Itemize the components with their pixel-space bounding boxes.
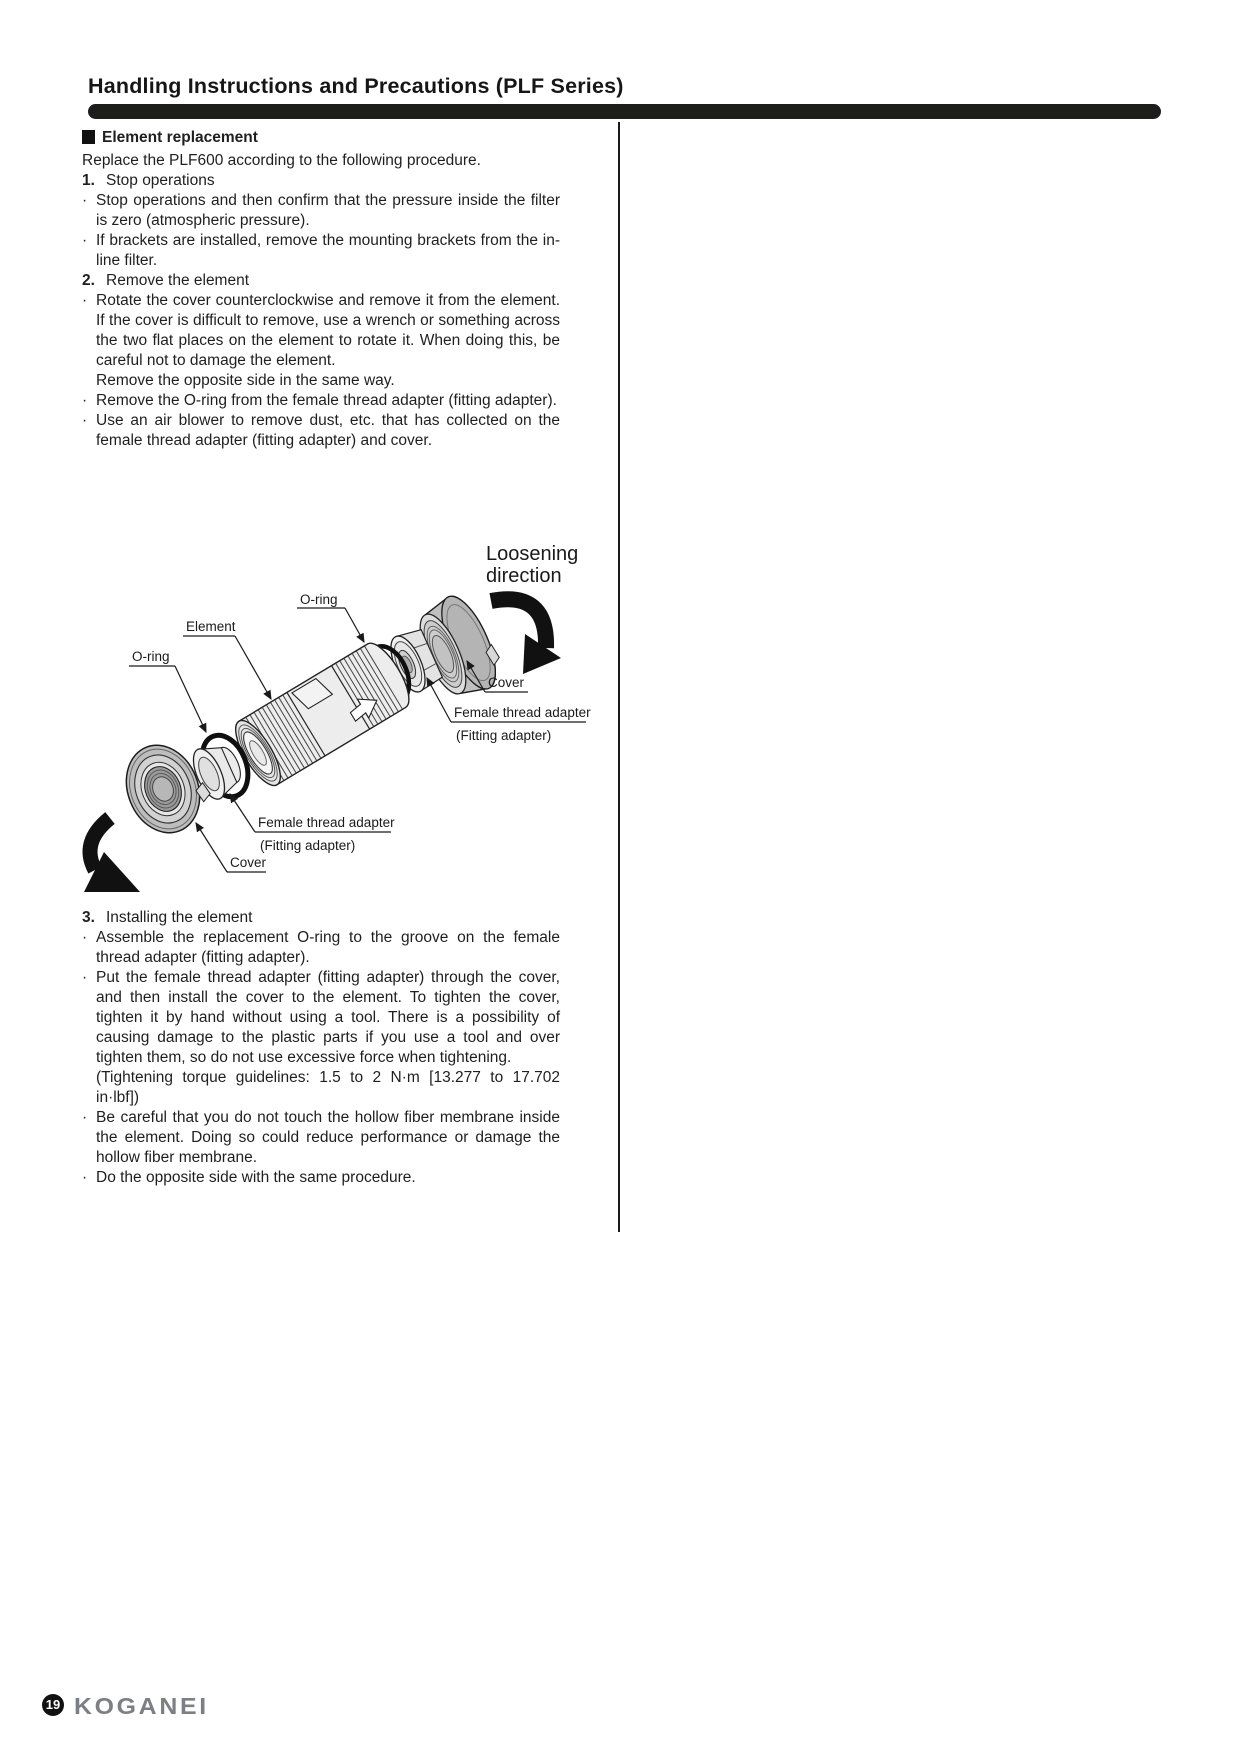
bullet-dot-icon: · xyxy=(82,232,88,249)
bullet-item xyxy=(82,1108,560,1168)
bullet-text: Be careful that you do not touch the hollow fiber membrane inside the element. Doing so could reduce performance or damage the hollow fiber membrane. xyxy=(96,1109,560,1166)
bullet-text: If brackets are installed, remove the mounting brackets from the in-line filter. xyxy=(96,232,560,269)
procedure-step xyxy=(82,908,560,928)
section-heading-label: Element replacement xyxy=(102,129,258,146)
bullet-text: Rotate the cover counterclockwise and remove it from the element. If the cover is difficult to remove, use a wrench or something across the two flat places on the element to rotate it. When doing this, be careful not to damage the element. xyxy=(96,292,560,369)
element-part xyxy=(227,637,417,792)
label-adapter-bottom-line1: Female thread adapter xyxy=(258,815,395,830)
bullet-dot-icon: · xyxy=(82,412,88,429)
bullet-text: Assemble the replacement O-ring to the groove on the female thread adapter (fitting adapter). xyxy=(96,929,560,966)
title-underline-bar xyxy=(88,104,1161,119)
continuation-line: Remove the opposite side in the same way. xyxy=(96,372,395,389)
bullet-item xyxy=(82,391,560,411)
exploded-diagram xyxy=(78,468,620,902)
bullet-dot-icon: · xyxy=(82,969,88,986)
bullet-text: Stop operations and then confirm that the pressure inside the filter is zero (atmospheric pressure). xyxy=(96,192,560,229)
left-column-bottom xyxy=(82,908,560,1188)
bullet-dot-icon: · xyxy=(82,929,88,946)
label-cover-top: Cover xyxy=(488,675,525,690)
label-o-ring-top: O-ring xyxy=(300,592,338,607)
label-adapter-top-line1: Female thread adapter xyxy=(454,705,591,720)
loosening-direction-label: Loosening xyxy=(486,543,579,565)
bullet-item xyxy=(82,291,560,371)
procedure-step xyxy=(82,171,560,191)
blocks-before-diagram xyxy=(82,151,560,451)
continuation-line: (Tightening torque guidelines: 1.5 to 2 N·m [13.277 to 17.702 in·lbf]) xyxy=(96,1069,560,1106)
label-adapter-top-line2: (Fitting adapter) xyxy=(456,728,552,743)
blocks-after-diagram xyxy=(82,908,560,1188)
label-element: Element xyxy=(186,619,236,634)
loosening-arrow-bottom-icon xyxy=(84,818,140,892)
step-title: Remove the element xyxy=(106,272,250,289)
bullet-item xyxy=(82,411,560,451)
bullet-item xyxy=(82,1168,560,1188)
bullet-text: Remove the O-ring from the female thread adapter (fitting adapter). xyxy=(96,392,557,409)
bullet-item xyxy=(82,928,560,968)
bullet-text: Put the female thread adapter (fitting adapter) through the cover, and then install the cover to the element. To tighten the cover, tighten it by hand without using a tool. There is a possibility of causing damage to the plastic parts if you use a tool and over tighten them, so do not use excessive force when tightening. xyxy=(96,969,560,1066)
step-number: 1. xyxy=(82,172,95,189)
label-o-ring-left: O-ring xyxy=(132,649,170,664)
bullet-text: Use an air blower to remove dust, etc. that has collected on the female thread adapter (fitting adapter) and cover. xyxy=(96,412,560,449)
brand-logo: KOGANEI xyxy=(74,1693,209,1719)
step-number: 2. xyxy=(82,272,95,289)
step-title: Stop operations xyxy=(106,172,215,189)
step-title: Installing the element xyxy=(106,909,253,926)
section-square-icon xyxy=(82,130,95,144)
loosening-arrow-top-icon xyxy=(491,599,561,674)
section-heading xyxy=(82,128,560,148)
bullet-dot-icon: · xyxy=(82,1109,88,1126)
page-number-badge: 19 xyxy=(42,1694,64,1716)
bullet-dot-icon: · xyxy=(82,392,88,409)
bullet-text: Do the opposite side with the same procedure. xyxy=(96,1169,416,1186)
paragraph: Replace the PLF600 according to the following procedure. xyxy=(82,152,481,169)
bullet-item xyxy=(82,231,560,271)
bullet-item xyxy=(82,191,560,231)
page-title: Handling Instructions and Precautions (PLF Series) xyxy=(88,74,624,98)
bullet-item xyxy=(82,968,560,1068)
loosening-direction-label2: direction xyxy=(486,565,562,587)
label-cover-bottom: Cover xyxy=(230,855,267,870)
bullet-dot-icon: · xyxy=(82,192,88,209)
bullet-dot-icon: · xyxy=(82,292,88,309)
label-adapter-bottom-line2: (Fitting adapter) xyxy=(260,838,356,853)
left-column-top xyxy=(82,128,560,451)
procedure-step xyxy=(82,271,560,291)
step-number: 3. xyxy=(82,909,95,926)
bullet-dot-icon: · xyxy=(82,1169,88,1186)
